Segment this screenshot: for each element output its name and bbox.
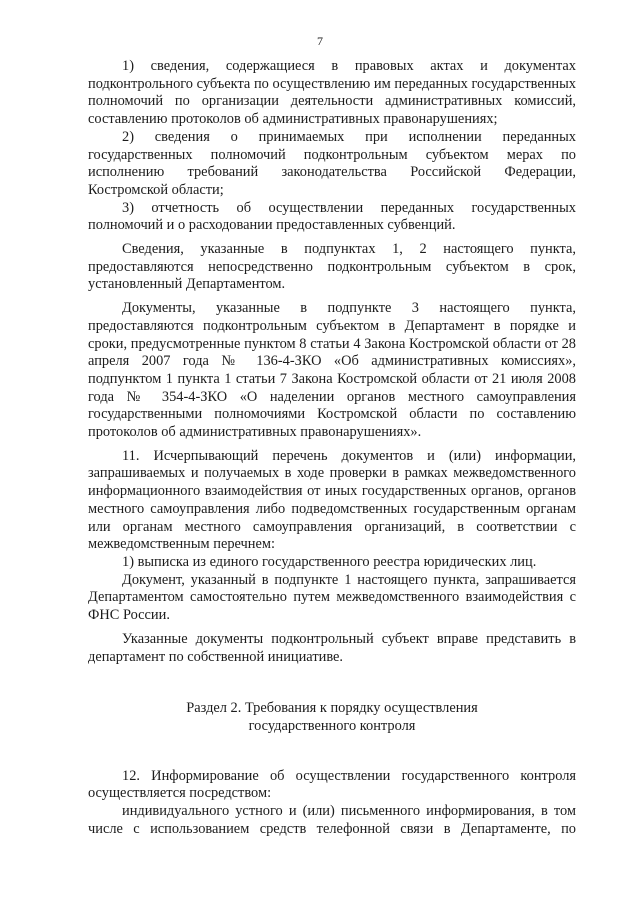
page-number: 7 xyxy=(317,34,323,48)
paragraph-item-2: 2) сведения о принимаемых при исполнении переданных государственных полномочий подконтрольным субъектом мерах по исполнению требований законодательства Российской Федерации, Костромской области; xyxy=(88,128,576,198)
section-heading-line-1: Раздел 2. Требования к порядку осуществления xyxy=(186,700,478,717)
spacer xyxy=(88,666,576,700)
document-body xyxy=(88,58,576,838)
paragraph-extract: 1) выписка из единого государственного реестра юридических лиц. xyxy=(122,553,537,570)
paragraph-item-3: 3) отчетность об осуществлении переданных государственных полномочий и о расходовании предоставленных субвенций. xyxy=(88,199,576,234)
paragraph-item-1: 1) сведения, содержащиеся в правовых актах и документах подконтрольного субъекта по осуществлению им переданных государственных полномочий по организации деятельности административных комиссий, составлению протоколов об административных правонарушениях; xyxy=(88,58,576,128)
paragraph-clause-11: 11. Исчерпывающий перечень документов и (или) информации, запрашиваемых и получаемых в ходе проверки в рамках межведомственного информационного взаимодействия от иных государственных органов, органов местного самоуправления либо подведомственных государственным органам или органам местного самоуправления организаций, в соответствии с межведомственным перечнем: xyxy=(88,447,576,553)
paragraph-own-initiative: Указанные документы подконтрольный субъект вправе представить в департамент по собственной инициативе. xyxy=(88,630,576,665)
paragraph-clause-12: 12. Информирование об осуществлении государственного контроля осуществляется посредством: xyxy=(88,767,576,802)
paragraph-fns-request: Документ, указанный в подпункте 1 настоящего пункта, запрашивается Департаментом самостоятельно путем межведомственного взаимодействия с ФНС России. xyxy=(88,571,576,624)
paragraph-documents-order: Документы, указанные в подпункте 3 настоящего пункта, предоставляются подконтрольным субъектом в Департамент в порядке и сроки, предусмотренные пунктом 8 статьи 4 Закона Костромской области от 28 апреля 2007 года № 136-4-ЗКО «Об административных комиссиях», подпунктом 1 пункта 1 статьи 7 Закона Костромской области от 21 июля 2008 года № 354-4-ЗКО «О наделении органов местного самоуправления государственными полномочиями Костромской области по составлению протоколов об административных правонарушениях». xyxy=(88,300,576,441)
section-heading-line-2: государственного контроля xyxy=(248,717,416,734)
paragraph-info-deadline: Сведения, указанные в подпунктах 1, 2 настоящего пункта, предоставляются непосредственно подконтрольным субъектом в срок, установленный Департаментом. xyxy=(88,241,576,293)
spacer xyxy=(88,736,576,768)
paragraph-individual-informing: индивидуального устного и (или) письменного информирования, в том числе с использованием средств телефонной связи в Департаменте, по xyxy=(88,803,576,837)
